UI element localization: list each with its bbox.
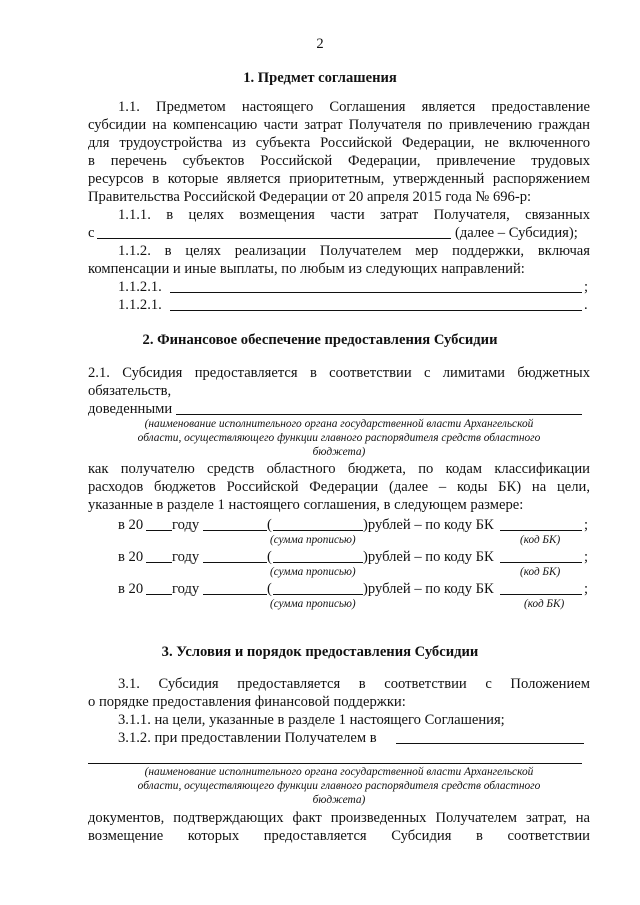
s2-paragraph-line: расходов бюджетов Российской Федерации (далее – коды БК) на цели, — [88, 479, 590, 495]
year-word: году — [172, 581, 200, 597]
s1-item-112: 1.1.2. в целях реализации Получателем мер поддержки, включая — [118, 243, 590, 259]
year-row-in: в 20 — [118, 581, 144, 597]
s1-item-111: 1.1.1. в целях возмещения части затрат Получателя, связанных — [118, 207, 590, 223]
page-number: 2 — [316, 36, 324, 52]
s1-paragraph-line: в перечень субъектов Российской Федерации, привлечение трудовых — [88, 153, 590, 169]
open-paren: ( — [267, 549, 272, 565]
code-caption: (код БК) — [520, 534, 561, 546]
section-2-heading: 2. Финансовое обеспечение предоставления Субсидии — [142, 332, 498, 348]
year-row-in: в 20 — [118, 549, 144, 565]
blank-line — [170, 292, 582, 293]
row-end: ; — [584, 549, 589, 565]
s2-paragraph-line: 2.1. Субсидия предоставляется в соответствии с лимитами бюджетных — [88, 365, 590, 381]
amount-blank — [203, 530, 267, 531]
s1-subitem-label: 1.1.2.1. — [118, 279, 162, 295]
s3-note-line: бюджета) — [312, 794, 366, 806]
code-caption: (код БК) — [520, 566, 561, 578]
section-1-heading: 1. Предмет соглашения — [243, 70, 397, 86]
year-word: году — [172, 549, 200, 565]
s1-paragraph-line: для трудоустройства из субъекта Российской Федерации, не включенного — [88, 135, 590, 151]
rub-text: )рублей – по коду БК — [363, 517, 494, 533]
sum-caption: (сумма прописью) — [270, 566, 356, 578]
s3-note-line: области, осуществляющего функции главного распорядителя средств областного — [137, 780, 541, 792]
blank-line — [176, 414, 582, 415]
blank-line — [396, 743, 584, 744]
code-blank — [500, 594, 582, 595]
s3-paragraph-line: 3.1. Субсидия предоставляется в соответствии с Положением — [118, 676, 590, 692]
s2-brought-label: доведенными — [88, 401, 173, 417]
code-blank — [500, 530, 582, 531]
row-end: ; — [584, 517, 589, 533]
s3-note-line: (наименование исполнительного органа государственной власти Архангельской — [144, 766, 534, 778]
open-paren: ( — [267, 517, 272, 533]
rub-text: )рублей – по коду БК — [363, 581, 494, 597]
sum-caption: (сумма прописью) — [270, 534, 356, 546]
s1-subitem-end: ; — [584, 279, 589, 295]
year-blank — [146, 594, 172, 595]
s1-paragraph-line: 1.1. Предметом настоящего Соглашения является предоставление — [118, 99, 590, 115]
code-caption: (код БК) — [524, 598, 565, 610]
s1-item-112: компенсации и иные выплаты, по любым из следующих направлений: — [88, 261, 525, 277]
year-blank — [146, 562, 172, 563]
s2-note-line: области, осуществляющего функции главного распорядителя средств областного — [137, 432, 541, 444]
s1-paragraph-line: Правительства Российской Федерации от 20 апреля 2015 года № 696-р: — [88, 189, 532, 205]
s1-item-111-suffix: (далее – Субсидия); — [455, 225, 578, 241]
s2-paragraph-line: обязательств, — [88, 383, 172, 399]
row-end: ; — [584, 581, 589, 597]
s3-paragraph-line: документов, подтверждающих факт произведенных Получателем затрат, на — [88, 810, 590, 826]
section-3-heading: 3. Условия и порядок предоставления Субсидии — [161, 644, 479, 660]
s2-note-line: (наименование исполнительного органа государственной власти Архангельской — [144, 418, 534, 430]
sum-caption: (сумма прописью) — [270, 598, 356, 610]
s3-paragraph-line: возмещение которых предоставляется Субсидия в соответствии — [88, 828, 590, 844]
sum-blank — [273, 562, 363, 563]
blank-line — [97, 238, 451, 239]
s1-subitem-end: . — [584, 297, 588, 313]
s3-item-312: 3.1.2. при предоставлении Получателем в — [118, 730, 377, 746]
s2-paragraph-line: как получателю средств областного бюджета, по кодам классификации — [88, 461, 590, 477]
sum-blank — [273, 530, 363, 531]
rub-text: )рублей – по коду БК — [363, 549, 494, 565]
sum-blank — [273, 594, 363, 595]
s3-item-311: 3.1.1. на цели, указанные в разделе 1 настоящего Соглашения; — [118, 712, 505, 728]
year-blank — [146, 530, 172, 531]
s2-paragraph-line: указанные в разделе 1 настоящего соглашения, в следующем размере: — [88, 497, 524, 513]
s1-item-111-prefix: с — [88, 225, 95, 241]
blank-line — [88, 763, 582, 764]
s1-subitem-label: 1.1.2.1. — [118, 297, 162, 313]
s3-paragraph-line: о порядке предоставления финансовой поддержки: — [88, 694, 406, 710]
s1-paragraph-line: ресурсов в которые является приоритетным, утвержденный распоряжением — [88, 171, 590, 187]
s1-paragraph-line: субсидии на компенсацию части затрат Получателя по привлечению граждан — [88, 117, 590, 133]
amount-blank — [203, 594, 267, 595]
year-row-in: в 20 — [118, 517, 144, 533]
year-word: году — [172, 517, 200, 533]
code-blank — [500, 562, 582, 563]
amount-blank — [203, 562, 267, 563]
open-paren: ( — [267, 581, 272, 597]
s2-note-line: бюджета) — [312, 446, 366, 458]
blank-line — [170, 310, 582, 311]
